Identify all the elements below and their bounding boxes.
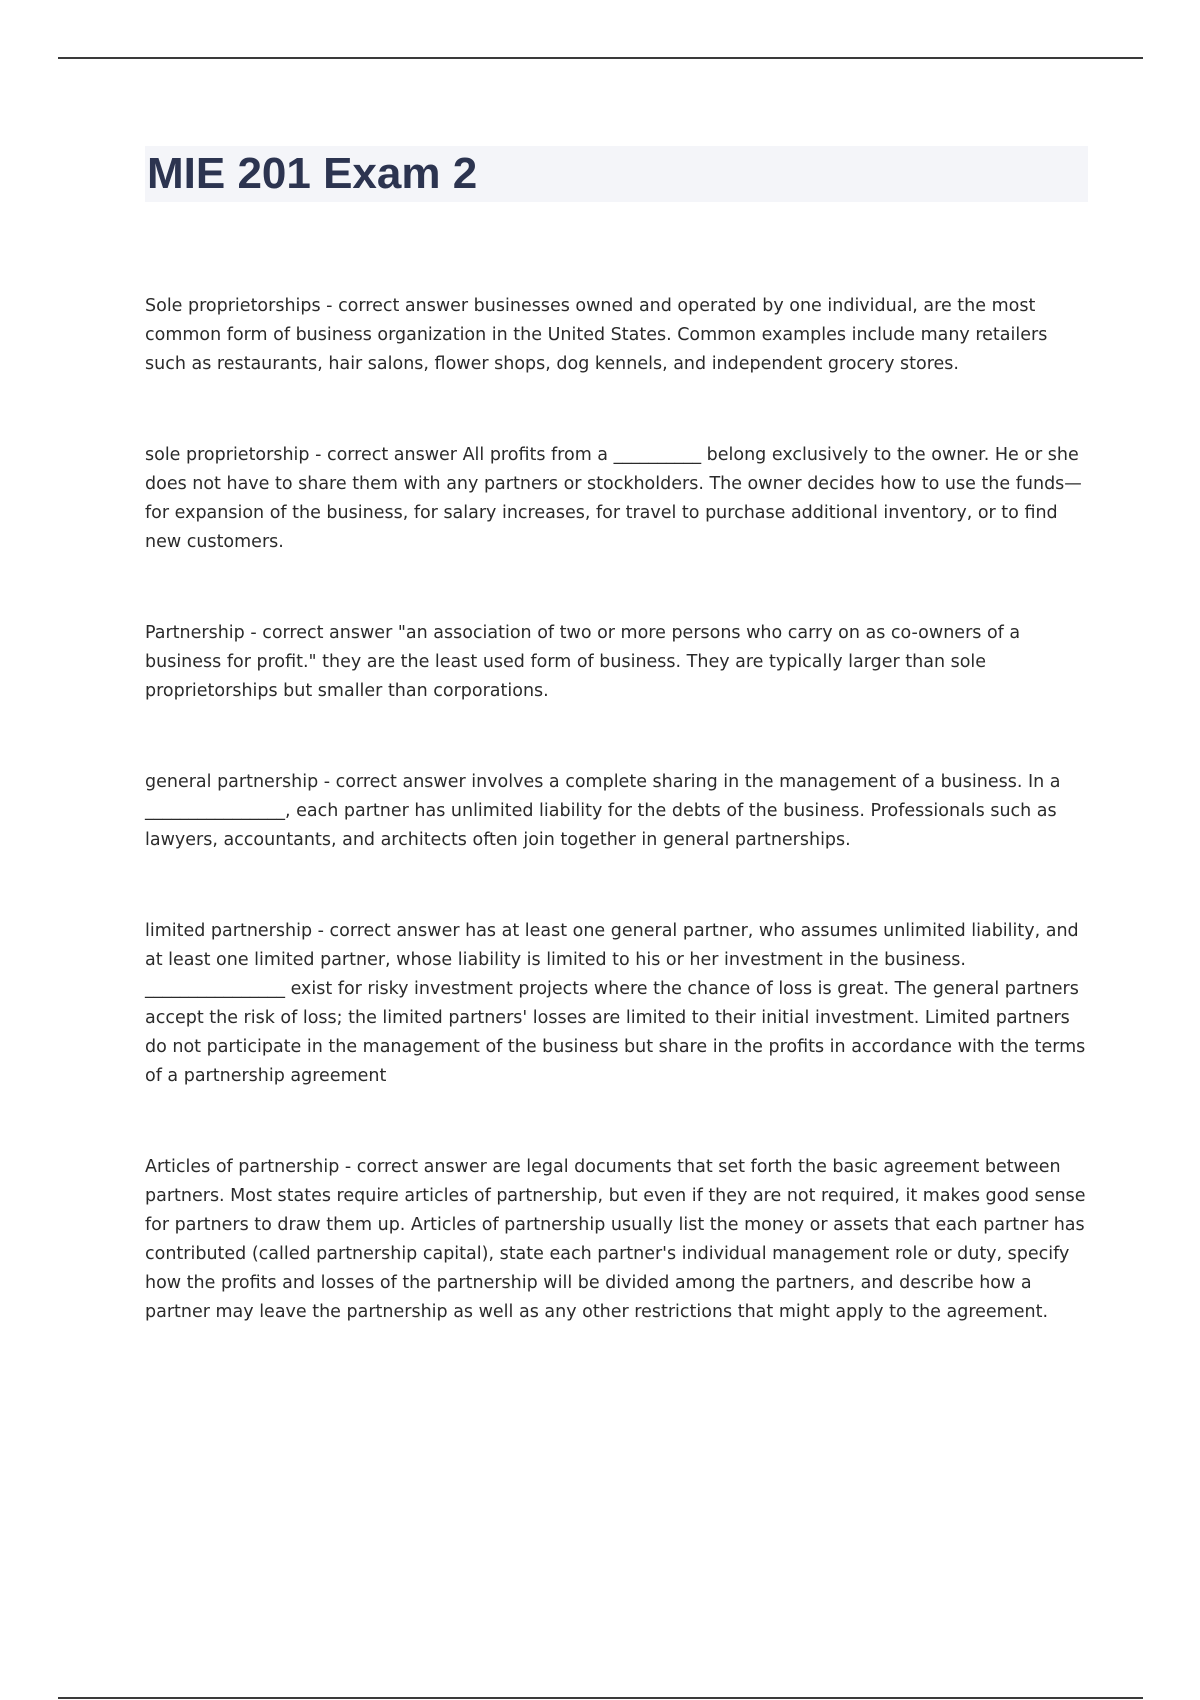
entry-general-partnership: general partnership - correct answer involves a complete sharing in the management of a business. In a ________________, each partner has unlimited liability for the debts of the business. Professionals such as lawyers, accountants, and architects often join together in general partnerships. (145, 772, 1061, 850)
top-rule (58, 57, 1143, 59)
flashcard-list (145, 292, 1090, 1389)
entry-sole-proprietorships: Sole proprietorships - correct answer businesses owned and operated by one individual, are the most common form of business organization in the United States. Common examples include many retailers such as restaurants, hair salons, flower shops, dog kennels, and independent grocery stores. (145, 296, 1048, 374)
entry-partnership: Partnership - correct answer "an association of two or more persons who carry on as co-owners of a business for profit." they are the least used form of business. They are typically larger than sole proprietorships but smaller than corporations. (145, 623, 1021, 701)
entry-sole-proprietorship: sole proprietorship - correct answer All profits from a __________ belong exclusively to the owner. He or she does not have to share them with any partners or stockholders. The owner decides how to use the funds—for expansion of the business, for salary increases, for travel to purchase additional inventory, or to find new customers. (145, 445, 1082, 552)
title-banner (145, 146, 1088, 202)
page-title: MIE 201 Exam 2 (147, 149, 478, 198)
bottom-rule (58, 1697, 1143, 1699)
entry-articles-of-partnership: Articles of partnership - correct answer are legal documents that set forth the basic agreement between partners. Most states require articles of partnership, but even if they are not required, it makes good sense for partners to draw them up. Articles of partnership usually list the money or assets that each partner has contributed (called partnership capital), state each partner's individual management role or duty, specify how the profits and losses of the partnership will be divided among the partners, and describe how a partner may leave the partnership as well as any other restrictions that might apply to the agreement. (145, 1157, 1086, 1322)
entry-limited-partnership: limited partnership - correct answer has at least one general partner, who assumes unlimited liability, and at least one limited partner, whose liability is limited to his or her investment in the business. ________________ exist for risky investment projects where the chance of loss is great. The general partners accept the risk of loss; the limited partners' losses are limited to their initial investment. Limited partners do not participate in the management of the business but share in the profits in accordance with the terms of a partnership agreement (145, 921, 1086, 1086)
